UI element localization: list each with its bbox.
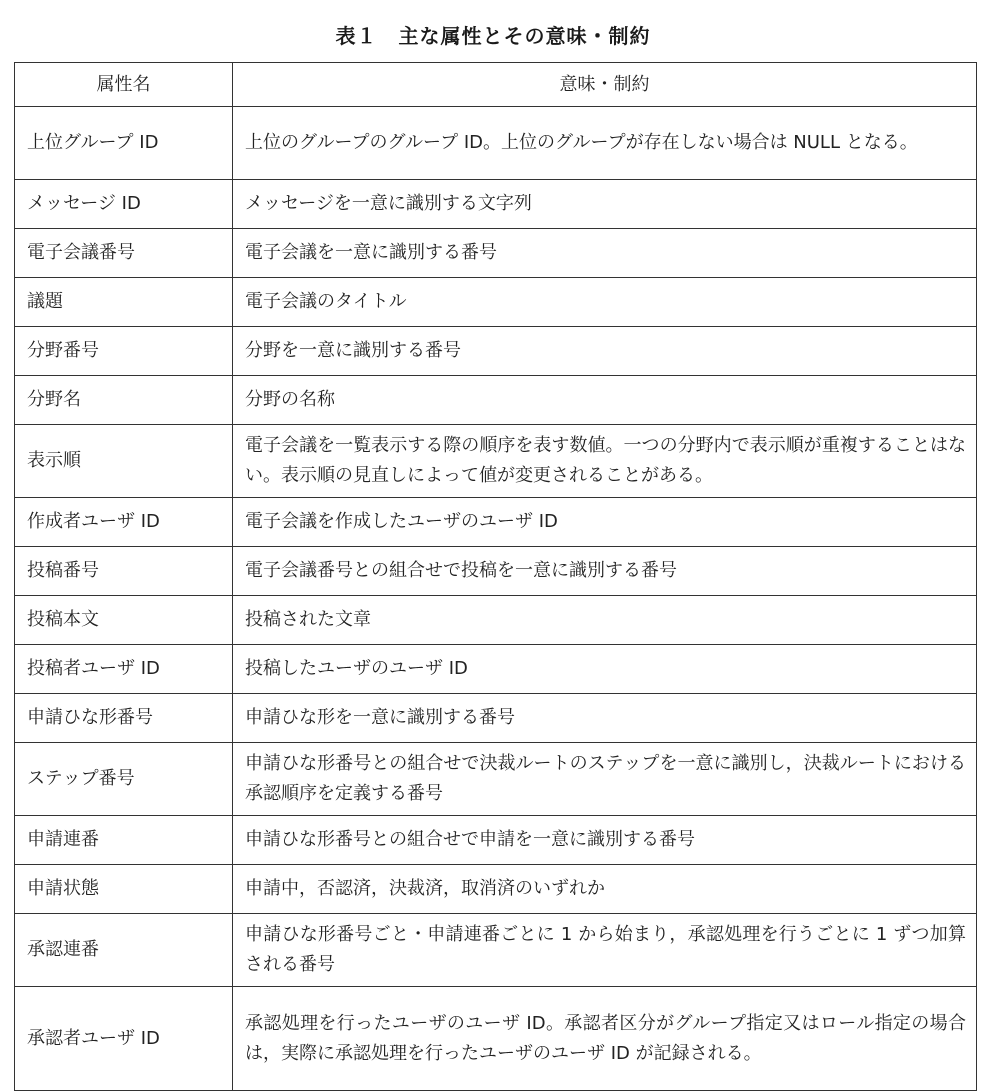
attribute-name: 議題	[15, 278, 233, 327]
attribute-meaning: 分野を一意に識別する番号	[233, 327, 977, 376]
attribute-name: 申請連番	[15, 816, 233, 865]
table-caption: 表１ 主な属性とその意味・制約	[335, 24, 651, 48]
attribute-meaning: 承認処理を行ったユーザのユーザ ID。承認者区分がグループ指定又はロール指定の場合は，実際に承認処理を行ったユーザのユーザ ID が記録される。	[233, 987, 977, 1091]
attribute-meaning: 申請中，否認済，決裁済，取消済のいずれか	[233, 865, 977, 914]
attribute-meaning: 投稿したユーザのユーザ ID	[233, 645, 977, 694]
table-row	[15, 816, 977, 865]
attribute-name: 申請ひな形番号	[15, 694, 233, 743]
attribute-name: 投稿本文	[15, 596, 233, 645]
header-attribute-name: 属性名	[15, 63, 233, 107]
attribute-name: 承認者ユーザ ID	[15, 987, 233, 1091]
attribute-name: 申請状態	[15, 865, 233, 914]
attribute-name: メッセージ ID	[15, 180, 233, 229]
table-row	[15, 596, 977, 645]
attribute-meaning: 電子会議を一覧表示する際の順序を表す数値。一つの分野内で表示順が重複することはない。表示順の見直しによって値が変更されることがある。	[233, 425, 977, 498]
attribute-name: 投稿番号	[15, 547, 233, 596]
attribute-name: 電子会議番号	[15, 229, 233, 278]
attribute-meaning: 申請ひな形番号ごと・申請連番ごとに 1 から始まり，承認処理を行うごとに 1 ずつ加算される番号	[233, 914, 977, 987]
attribute-meaning: 申請ひな形番号との組合せで決裁ルートのステップを一意に識別し，決裁ルートにおける承認順序を定義する番号	[233, 743, 977, 816]
attribute-name: 投稿者ユーザ ID	[15, 645, 233, 694]
table-row	[15, 865, 977, 914]
table-row	[15, 694, 977, 743]
table-row	[15, 278, 977, 327]
attribute-meaning: 上位のグループのグループ ID。上位のグループが存在しない場合は NULL となる。	[233, 107, 977, 180]
table-row	[15, 498, 977, 547]
header-meaning-constraint: 意味・制約	[233, 63, 977, 107]
table-row	[15, 425, 977, 498]
table-header-row	[15, 63, 977, 107]
attribute-name: 承認連番	[15, 914, 233, 987]
attribute-meaning: 申請ひな形を一意に識別する番号	[233, 694, 977, 743]
table-row	[15, 987, 977, 1091]
table-row	[15, 229, 977, 278]
attribute-meaning: 電子会議を作成したユーザのユーザ ID	[233, 498, 977, 547]
attribute-name: 作成者ユーザ ID	[15, 498, 233, 547]
table-row	[15, 547, 977, 596]
attribute-meaning: 申請ひな形番号との組合せで申請を一意に識別する番号	[233, 816, 977, 865]
attribute-name: 表示順	[15, 425, 233, 498]
table-row	[15, 645, 977, 694]
attribute-table	[14, 62, 977, 1091]
attribute-name: ステップ番号	[15, 743, 233, 816]
table-row	[15, 743, 977, 816]
attribute-meaning: 電子会議を一意に識別する番号	[233, 229, 977, 278]
attribute-meaning: 電子会議番号との組合せで投稿を一意に識別する番号	[233, 547, 977, 596]
attribute-meaning: 投稿された文章	[233, 596, 977, 645]
table-row	[15, 107, 977, 180]
attribute-name: 分野名	[15, 376, 233, 425]
table-row	[15, 327, 977, 376]
attribute-name: 分野番号	[15, 327, 233, 376]
attribute-meaning: 電子会議のタイトル	[233, 278, 977, 327]
attribute-meaning: メッセージを一意に識別する文字列	[233, 180, 977, 229]
table-row	[15, 376, 977, 425]
attribute-name: 上位グループ ID	[15, 107, 233, 180]
table-row	[15, 180, 977, 229]
table-row	[15, 914, 977, 987]
attribute-meaning: 分野の名称	[233, 376, 977, 425]
